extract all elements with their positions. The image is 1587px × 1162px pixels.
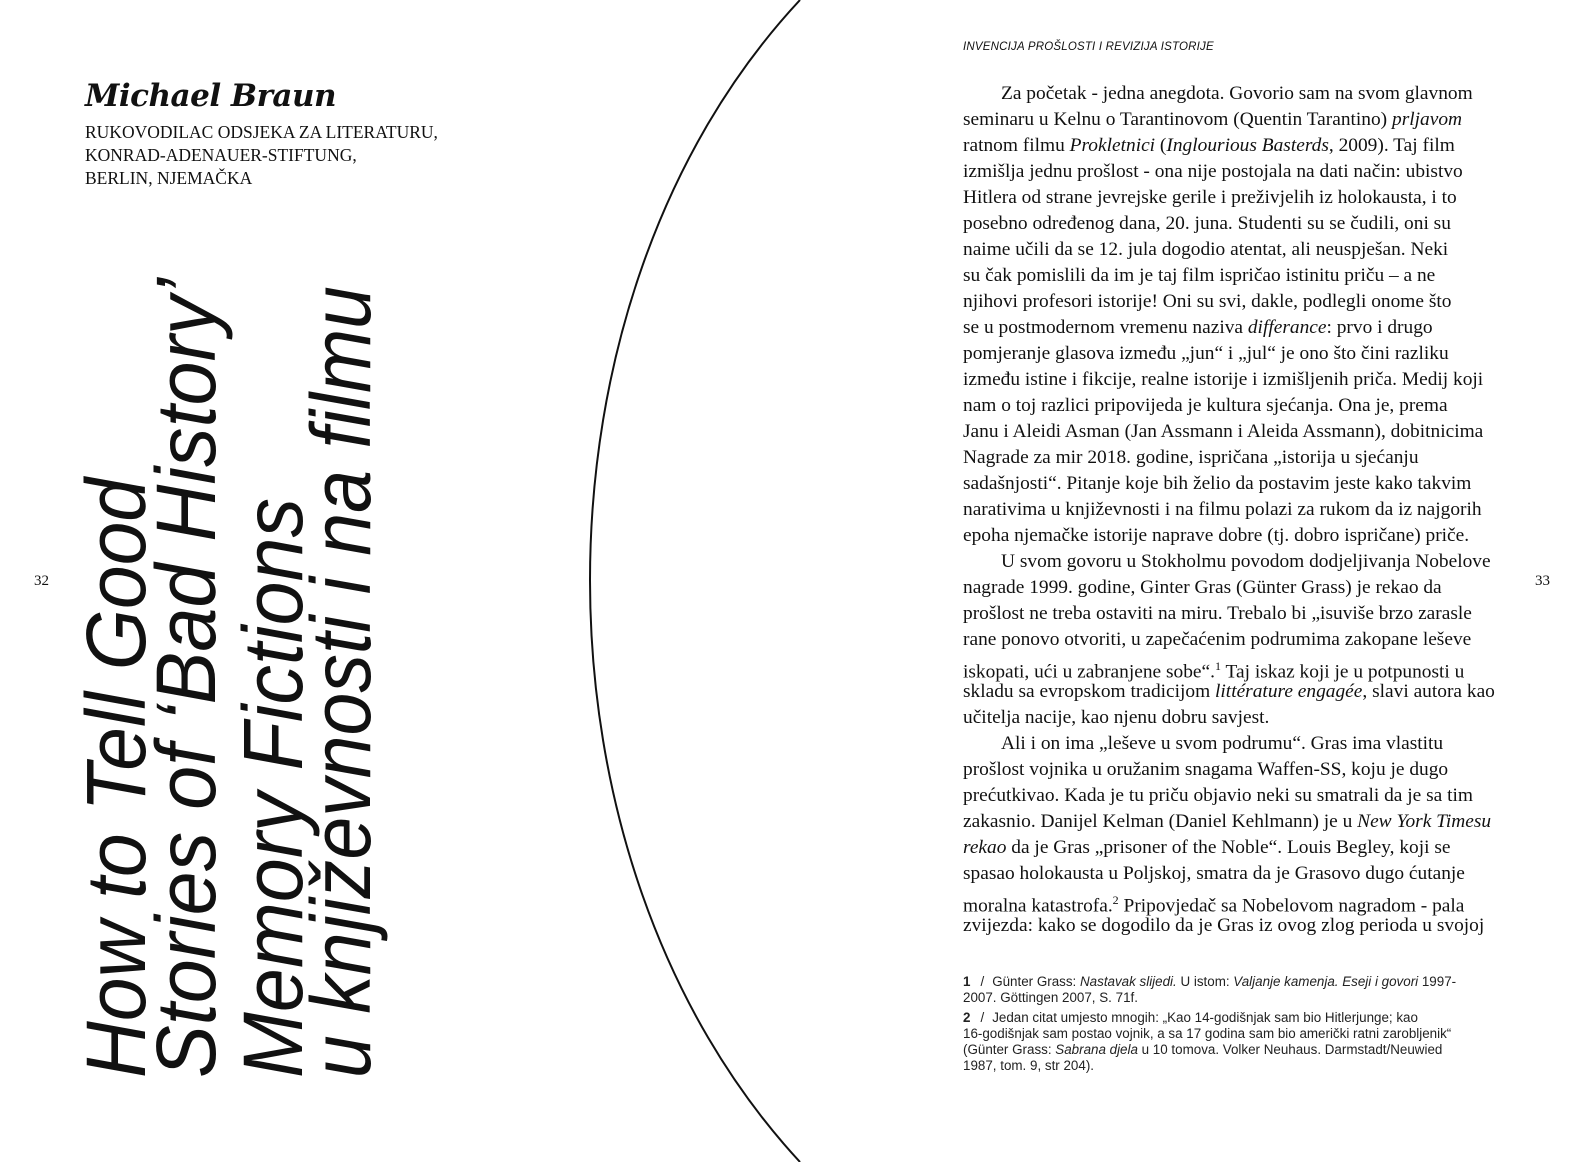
body-line xyxy=(963,887,1503,917)
footnote-line xyxy=(963,990,1503,1006)
author-name: Michael Braun xyxy=(85,78,337,114)
text-span: učitelja nacije, kao njenu dobru savjest. xyxy=(963,707,1270,728)
body-line xyxy=(963,211,1503,237)
footnote-line xyxy=(963,1058,1503,1074)
body-line xyxy=(963,549,1503,575)
text-span: 2007. Göttingen 2007, S. 71f. xyxy=(963,990,1138,1005)
footnote-separator: / xyxy=(980,1010,985,1025)
text-span: Jedan citat umjesto mnogih: „Kao 14-godišnjak sam bio Hitlerjunge; kao xyxy=(992,1010,1418,1025)
text-span: 16-godišnjak sam postao vojnik, a sa 17 godina sam bio američki ratni zarobljenik“ xyxy=(963,1026,1452,1041)
footnote-number: 2 xyxy=(963,1010,971,1025)
page-number-left: 32 xyxy=(34,573,49,589)
affiliation-line: RUKOVODILAC ODSJEKA ZA LITERATURU, xyxy=(85,122,438,142)
body-line xyxy=(963,913,1503,939)
text-span: iskopati, ući u zabranjene sobe“. xyxy=(963,661,1215,683)
body-line xyxy=(963,523,1503,549)
text-span: naime učili da se 12. jula dogodio atentat, ali neuspješan. Neki xyxy=(963,239,1449,260)
text-span: Taj iskaz koji je u potpunosti u xyxy=(1221,661,1465,683)
body-line xyxy=(963,133,1503,159)
body-line xyxy=(963,653,1503,683)
title-line-2: Stories of ‘Bad History’ xyxy=(139,228,233,1078)
text-span: izmišlja jednu prošlost - ona nije postojala na dati način: ubistvo xyxy=(963,161,1463,182)
text-span: (Günter Grass: xyxy=(963,1042,1056,1057)
italic-span: Prokletnici xyxy=(1069,135,1156,156)
body-line xyxy=(963,185,1503,211)
body-line xyxy=(963,445,1503,471)
text-span: njihovi profesori istorije! Oni su svi, dakle, podlegli onome što xyxy=(963,291,1452,312)
title-line-3: Memory Fictions xyxy=(226,461,320,1078)
body-line xyxy=(963,471,1503,497)
italic-span: Valjanje kamenja. Eseji i govori xyxy=(1233,974,1419,989)
text-span: ( xyxy=(1155,135,1167,156)
body-line xyxy=(963,289,1503,315)
text-span: sadašnjosti“. Pitanje koje bih želio da postavim jeste kako takvim xyxy=(963,473,1472,494)
body-line xyxy=(963,107,1503,133)
text-span: seminaru u Kelnu o Tarantinovom (Quentin Tarantino) xyxy=(963,109,1392,130)
italic-span: littérature engagée xyxy=(1215,681,1363,702)
text-span: ratnom filmu xyxy=(963,135,1070,156)
text-span: se u postmodernom vremenu naziva xyxy=(963,317,1248,338)
text-span: Nagrade za mir 2018. godine, ispričana „istorija u sjećanju xyxy=(963,447,1419,468)
text-span: : prvo i drugo xyxy=(1326,317,1433,338)
text-span: između istine i fikcije, realne istorije i izmišljenih priča. Medij koji xyxy=(963,369,1484,390)
body-line xyxy=(963,705,1503,731)
text-span: skladu sa evropskom tradicijom xyxy=(963,681,1216,702)
text-span: zvijezda: kako se dogodilo da je Gras iz ovog zlog perioda u svojoj xyxy=(963,915,1485,936)
footnote-line xyxy=(963,974,1503,990)
text-span: 1997- xyxy=(1418,974,1457,989)
text-span: zakasnio. Danijel Kelman (Daniel Kehlmann) je u xyxy=(963,811,1358,832)
text-span: Pripovjedač sa Nobelovom nagradom - pala xyxy=(1118,895,1465,917)
text-span: pomjeranje glasova između „jun“ i „jul“ je ono što čini razliku xyxy=(963,343,1449,364)
body-line xyxy=(963,315,1503,341)
footnote-ref: 2 xyxy=(1112,893,1119,907)
text-span: 1987, tom. 9, str 204). xyxy=(963,1058,1094,1073)
italic-span: differance xyxy=(1247,317,1327,338)
text-span: U istom: xyxy=(1176,974,1234,989)
body-line xyxy=(963,263,1503,289)
italic-span: Sabrana djela xyxy=(1055,1042,1138,1057)
title-line-4: u književnosti i na filmu xyxy=(294,214,388,1078)
footnote-number: 1 xyxy=(963,974,971,989)
footnote-ref: 1 xyxy=(1214,659,1221,673)
body-line xyxy=(963,835,1503,861)
text-span: moralna katastrofa. xyxy=(963,895,1113,917)
italic-span: Nastavak slijedi. xyxy=(1080,974,1177,989)
text-span: u 10 tomova. Volker Neuhaus. Darmstadt/Neuwied xyxy=(1137,1042,1443,1057)
text-span: Hitlera od strane jevrejske gerile i preživjelih iz holokausta, i to xyxy=(963,187,1457,208)
body-line xyxy=(963,367,1503,393)
body-line xyxy=(963,627,1503,653)
footnote xyxy=(963,1010,1503,1074)
body-line xyxy=(963,783,1503,809)
body-line xyxy=(963,679,1503,705)
body-line xyxy=(963,575,1503,601)
body-line xyxy=(963,341,1503,367)
italic-span: rekao xyxy=(963,837,1007,858)
affiliation-line: KONRAD-ADENAUER-STIFTUNG, xyxy=(85,145,357,165)
affiliation-line: BERLIN, NJEMAČKA xyxy=(85,168,253,188)
text-span: da je Gras „prisoner of the Noble“. Louis Begley, koji se xyxy=(1006,837,1451,858)
body-line xyxy=(963,731,1503,757)
text-span: U svom govoru u Stokholmu povodom dodjeljivanja Nobelove xyxy=(1001,551,1491,572)
text-span: nam o toj razlici pripovijeda je kultura sjećanja. Ona je, prema xyxy=(963,395,1448,416)
body-text xyxy=(963,81,1503,939)
text-span: epoha njemačke istorije naprave dobre (tj. dobro ispričane) priče. xyxy=(963,525,1470,546)
running-head: INVENCIJA PROŠLOSTI I REVIZIJA ISTORIJE xyxy=(963,41,1214,53)
body-line xyxy=(963,601,1503,627)
text-span: spasao holokausta u Poljskoj, smatra da je Grasovo dugo ćutanje xyxy=(963,863,1465,884)
text-span: prošlost vojnika u oružanim snagama Waffen-SS, koju je dugo xyxy=(963,759,1449,780)
italic-span: New York Timesu xyxy=(1357,811,1492,832)
body-line xyxy=(963,497,1503,523)
footnote-separator: / xyxy=(980,974,985,989)
text-span: rane ponovo otvoriti, u zapečaćenim podrumima zakopane leševe xyxy=(963,629,1472,650)
body-line xyxy=(963,861,1503,887)
text-span: Za početak - jedna anegdota. Govorio sam na svom glavnom xyxy=(1001,83,1473,104)
footnote-line xyxy=(963,1010,1503,1026)
text-span: Ali i on ima „leševe u svom podrumu“. Gras ima vlastitu xyxy=(1001,733,1444,754)
footnote-line xyxy=(963,1026,1503,1042)
text-span: , 2009). Taj film xyxy=(1328,135,1455,156)
body-line xyxy=(963,809,1503,835)
footnote xyxy=(963,974,1503,1006)
text-span: posebno određenog dana, 20. juna. Studenti su se čudili, oni su xyxy=(963,213,1451,234)
text-span: narativima u književnosti i na filmu polazi za rukom da iz najgorih xyxy=(963,499,1482,520)
text-span: nagrade 1999. godine, Ginter Gras (Günter Grass) je rekao da xyxy=(963,577,1442,598)
text-span: Janu i Aleidi Asman (Jan Assmann i Aleida Assmann), dobitnicima xyxy=(963,421,1484,442)
body-line xyxy=(963,757,1503,783)
body-line xyxy=(963,81,1503,107)
text-span: prošlost ne treba ostaviti na miru. Trebalo bi „isuviše brzo zarasle xyxy=(963,603,1472,624)
body-line xyxy=(963,419,1503,445)
footnotes xyxy=(963,974,1503,1074)
title-line-1: How to Tell Good xyxy=(69,436,163,1078)
italic-span: Inglourious Basterds xyxy=(1166,135,1329,156)
text-span: , slavi autora kao xyxy=(1362,681,1495,702)
text-span: su čak pomislili da im je taj film ispričao istinitu priču – a ne xyxy=(963,265,1436,286)
page-number-right: 33 xyxy=(1535,573,1550,589)
body-line xyxy=(963,393,1503,419)
body-line xyxy=(963,237,1503,263)
text-span: prećutkivao. Kada je tu priču objavio neki su smatrali da je sa tim xyxy=(963,785,1473,806)
footnote-line xyxy=(963,1042,1503,1058)
text-span: Günter Grass: xyxy=(992,974,1080,989)
italic-span: prljavom xyxy=(1392,109,1463,130)
body-line xyxy=(963,159,1503,185)
